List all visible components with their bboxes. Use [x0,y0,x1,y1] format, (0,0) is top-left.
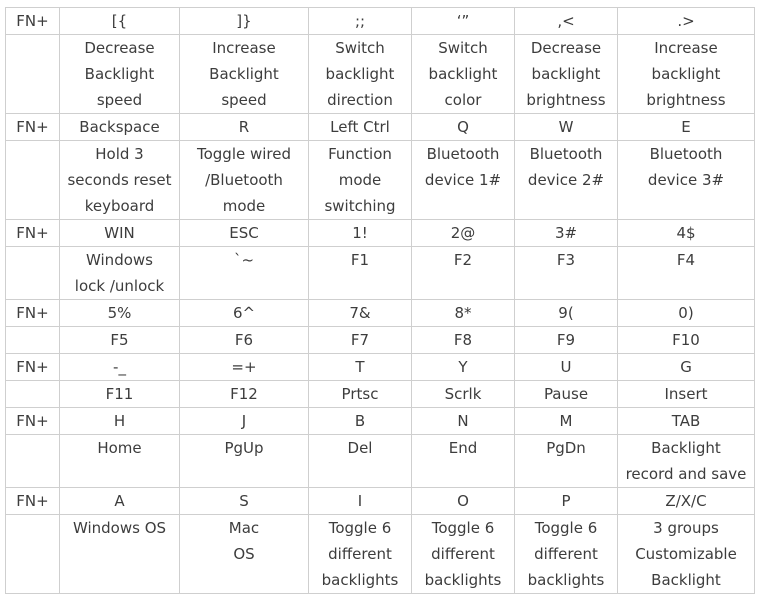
function-text-line: device 3# [647,171,725,189]
function-text-line: mode [338,171,382,189]
function-text-line: device 2# [527,171,605,189]
key-row [6,300,755,327]
key-cell: E [618,114,755,141]
key-cell: I [309,488,412,515]
key-cell: R [180,114,309,141]
function-cell [412,327,515,354]
key-cell: 5% [60,300,180,327]
function-cell [412,515,515,594]
key-row [6,354,755,381]
function-text-line: F8 [453,331,473,349]
function-text-line: backlight [428,65,498,83]
function-text-line: F9 [556,331,576,349]
function-row [6,515,755,594]
key-cell: 9( [515,300,618,327]
key-cell: [{ [60,8,180,35]
function-text-line: direction [327,91,393,109]
function-text-line: backlight [325,65,395,83]
function-text-line: backlights [321,571,399,589]
key-cell: 8* [412,300,515,327]
empty-cell [6,381,60,408]
function-text-line: Decrease [530,39,602,57]
function-text-line [620,273,752,299]
key-cell: G [618,354,755,381]
key-cell: T [309,354,412,381]
function-text-line: Scrlk [444,385,482,403]
function-cell [309,247,412,300]
function-text-line [311,273,409,299]
key-row [6,114,755,141]
function-text-line: Home [97,439,142,457]
fn-label: FN+ [6,408,60,435]
function-text-line: F6 [234,331,254,349]
function-cell [309,381,412,408]
function-text-line: Bluetooth [426,145,500,163]
function-text-line: Function [328,145,392,163]
function-cell [309,327,412,354]
key-cell: U [515,354,618,381]
function-cell [412,35,515,114]
function-text-line: Insert [664,385,708,403]
function-cell [412,247,515,300]
function-text-line [620,193,752,219]
key-cell: TAB [618,408,755,435]
function-text-line: Decrease [84,39,155,57]
key-cell: 1! [309,220,412,247]
function-row [6,381,755,408]
function-text-line [517,193,615,219]
function-cell [515,247,618,300]
function-text-line: 3 groups [653,519,719,537]
function-cell [180,141,309,220]
function-cell [618,141,755,220]
empty-cell [6,35,60,114]
empty-cell [6,435,60,488]
function-row [6,435,755,488]
fn-label: FN+ [6,114,60,141]
fn-label: FN+ [6,354,60,381]
function-text-line: Pause [543,385,589,403]
function-text-line: Windows OS [72,519,167,537]
key-cell: O [412,488,515,515]
function-text-line: speed [221,91,267,109]
function-cell [515,515,618,594]
key-cell: W [515,114,618,141]
function-text-line: backlights [527,571,605,589]
function-cell [180,381,309,408]
fn-shortcut-table-body [6,8,755,594]
function-text-line: F1 [350,251,370,269]
function-text-line: Increase [654,39,718,57]
function-cell [180,247,309,300]
function-text-line: Prtsc [341,385,379,403]
function-text-line: End [448,439,478,457]
key-cell: Z/X/C [618,488,755,515]
function-row [6,327,755,354]
function-text-line: Customizable [635,545,737,563]
function-cell [60,435,180,488]
empty-cell [6,247,60,300]
function-row [6,141,755,220]
key-cell: ESC [180,220,309,247]
function-cell [515,35,618,114]
key-row [6,408,755,435]
function-text-line: backlight [531,65,601,83]
function-cell [618,515,755,594]
function-cell [515,381,618,408]
function-text-line: Increase [212,39,276,57]
function-text-line: record and save [625,465,747,483]
function-text-line [517,273,615,299]
function-text-line: F4 [676,251,696,269]
function-cell [180,327,309,354]
function-cell [515,435,618,488]
empty-cell [6,327,60,354]
key-cell: ,< [515,8,618,35]
function-text-line: F7 [350,331,370,349]
function-cell [180,515,309,594]
function-text-line: color [444,91,482,109]
function-text-line: speed [96,91,143,109]
function-cell [309,35,412,114]
function-cell [180,435,309,488]
key-cell: 7& [309,300,412,327]
function-text-line: Windows [86,251,153,269]
function-text-line: Switch [438,39,488,57]
function-text-line: different [328,545,392,563]
function-text-line: /Bluetooth [205,171,283,189]
key-cell: 3# [515,220,618,247]
empty-cell [6,515,60,594]
fn-label: FN+ [6,220,60,247]
function-text-line: Toggle wired [196,145,292,163]
function-cell [618,327,755,354]
function-cell [515,327,618,354]
function-text-line [182,273,306,299]
key-cell: N [412,408,515,435]
function-text-line: Toggle 6 [431,519,495,537]
function-text-line [182,567,306,593]
function-text-line: OS [233,545,255,563]
function-text-line: PgDn [546,439,586,457]
key-cell: Left Ctrl [309,114,412,141]
key-row [6,220,755,247]
fn-label: FN+ [6,488,60,515]
function-cell [618,435,755,488]
function-text-line: F10 [672,331,700,349]
function-text-line: Toggle 6 [534,519,598,537]
key-cell: H [60,408,180,435]
function-text-line: F3 [556,251,576,269]
function-row [6,247,755,300]
function-text-line: brightness [526,91,606,109]
key-cell: Q [412,114,515,141]
function-cell [618,247,755,300]
function-cell [309,515,412,594]
key-cell: ‘” [412,8,515,35]
key-cell: Backspace [60,114,180,141]
function-text-line: F11 [105,385,134,403]
function-cell [60,515,180,594]
function-cell [412,381,515,408]
key-cell: =+ [180,354,309,381]
function-text-line: Hold 3 [95,145,144,163]
empty-cell [6,141,60,220]
key-cell: Y [412,354,515,381]
function-text-line: Switch [335,39,385,57]
function-text-line: mode [222,197,266,215]
key-cell: M [515,408,618,435]
function-cell [515,141,618,220]
fn-label: FN+ [6,8,60,35]
key-cell: B [309,408,412,435]
key-row [6,8,755,35]
function-text-line: Bluetooth [529,145,603,163]
function-text-line: seconds reset [67,171,172,189]
function-text-line: Backlight [651,571,721,589]
function-text-line: different [431,545,495,563]
function-text-line: device 1# [424,171,502,189]
function-text-line: backlight [651,65,721,83]
key-cell: .> [618,8,755,35]
function-cell [412,141,515,220]
key-cell: S [180,488,309,515]
function-text-line: F5 [110,331,129,349]
function-text-line: Backlight [651,439,721,457]
function-cell [618,381,755,408]
function-cell [60,381,180,408]
function-cell [60,327,180,354]
function-text-line: different [534,545,598,563]
key-cell: J [180,408,309,435]
function-cell [60,35,180,114]
function-text-line: `~ [233,251,255,269]
key-cell: P [515,488,618,515]
fn-shortcut-table [5,7,755,594]
function-text-line: switching [324,197,396,215]
function-text-line [62,567,177,593]
function-text-line [414,461,512,487]
function-text-line: F2 [453,251,473,269]
function-text-line: lock /unlock [74,277,165,295]
function-text-line: Bluetooth [649,145,723,163]
fn-label: FN+ [6,300,60,327]
function-row [6,35,755,114]
function-text-line: PgUp [224,439,264,457]
function-text-line [414,193,512,219]
key-cell: A [60,488,180,515]
function-text-line: Del [347,439,373,457]
function-text-line: Toggle 6 [328,519,392,537]
function-cell [60,247,180,300]
function-cell [309,435,412,488]
key-cell: 2@ [412,220,515,247]
function-text-line: backlights [424,571,502,589]
key-cell: ;; [309,8,412,35]
function-cell [309,141,412,220]
function-text-line [182,461,306,487]
function-cell [412,435,515,488]
function-text-line: Backlight [84,65,155,83]
key-cell: 4$ [618,220,755,247]
function-text-line: brightness [646,91,726,109]
function-text-line [517,461,615,487]
key-cell: ]} [180,8,309,35]
function-text-line [414,273,512,299]
function-cell [60,141,180,220]
function-text-line: keyboard [84,197,155,215]
key-row [6,488,755,515]
key-cell: WIN [60,220,180,247]
function-text-line [62,461,177,487]
function-text-line: Backlight [209,65,279,83]
key-cell: 0) [618,300,755,327]
function-text-line: F12 [230,385,258,403]
function-cell [618,35,755,114]
key-cell: 6^ [180,300,309,327]
key-cell: -_ [60,354,180,381]
function-cell [180,35,309,114]
function-text-line [62,541,177,567]
function-text-line [311,461,409,487]
function-text-line: Mac [228,519,260,537]
